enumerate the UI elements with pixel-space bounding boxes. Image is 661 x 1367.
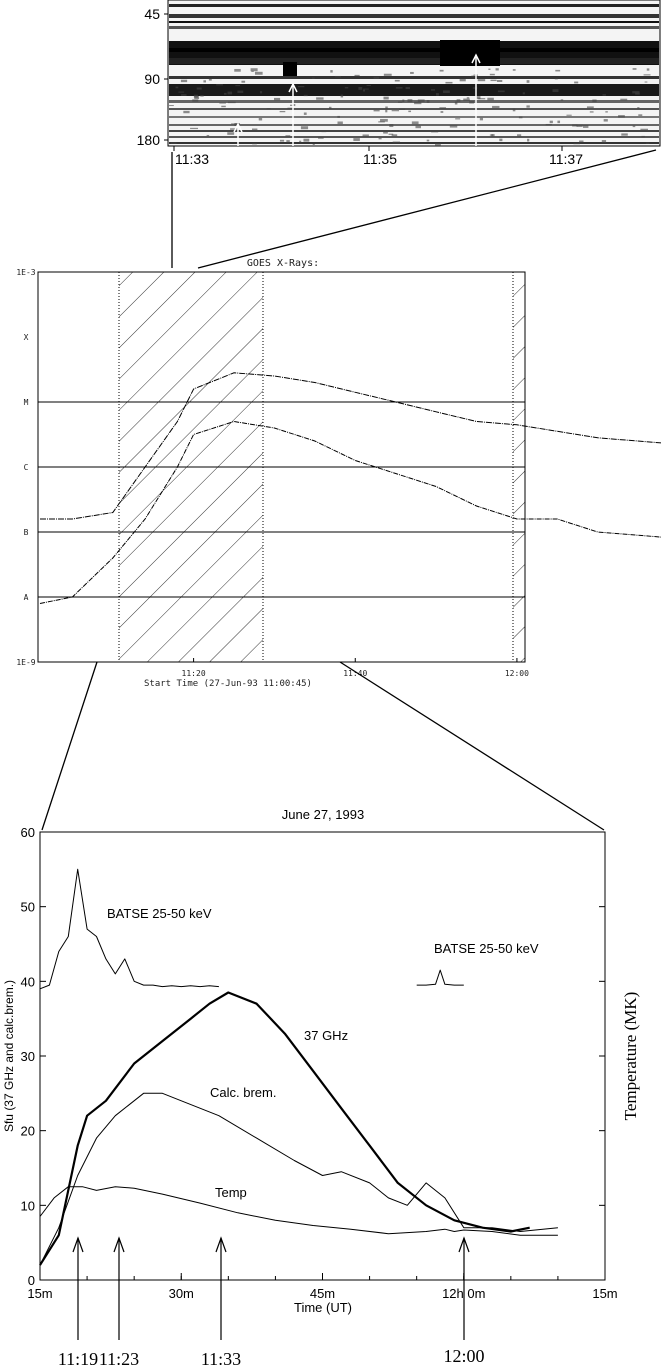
spectrogram-band [169, 116, 659, 118]
spectrogram-speck [221, 106, 226, 107]
spectrogram-speck [313, 144, 315, 145]
spectrogram-speck [395, 80, 400, 82]
spectrogram-speck [523, 92, 525, 94]
goes-ytick-label: A [23, 593, 29, 602]
spectrogram-speck [203, 80, 206, 82]
spectrogram-speck [367, 85, 371, 86]
spectrogram-speck [384, 74, 392, 76]
spectrogram-speck [491, 80, 497, 81]
spectrogram-speck [467, 97, 470, 98]
spectrogram-speck [389, 134, 394, 135]
spec-ytick-45: 45 [144, 6, 160, 22]
spectrogram-speck [605, 111, 608, 112]
spectrogram-speck [460, 79, 466, 81]
time-marker-label: 11:23 [98, 1349, 140, 1367]
spectrogram-speck [487, 98, 494, 101]
bottom-time-markers [58, 1238, 485, 1367]
bottom-ylabel-right: Temperature (MK) [621, 991, 640, 1121]
spectrogram-speck [169, 105, 174, 106]
spectrogram-speck [241, 81, 245, 83]
goes-panel [16, 258, 661, 689]
time-marker-label: 12:00 [443, 1346, 485, 1366]
spectrogram-speck [621, 133, 627, 135]
spectrogram-speck [633, 125, 636, 127]
spectrogram-speck [499, 139, 502, 142]
spectrogram-speck [583, 125, 588, 128]
spectrogram-speck [555, 70, 560, 72]
bottom-panel [2, 807, 640, 1367]
spectrogram-speck [304, 112, 307, 114]
spectrogram-speck [363, 134, 369, 136]
bottom-xlabel: Time (UT) [293, 1300, 353, 1315]
spectrogram-speck [190, 128, 198, 129]
spectrogram-band [169, 76, 659, 79]
bottom-ytick-label: 60 [20, 825, 35, 840]
spectrogram-speck [337, 121, 342, 124]
spectrogram-speck [480, 118, 483, 121]
spec-ytick-90: 90 [144, 71, 160, 87]
spectrogram-speck [488, 69, 490, 70]
spectrogram-band [169, 84, 659, 96]
spectrogram-speck [178, 92, 184, 93]
spectrogram-speck [408, 111, 411, 112]
spectrogram-speck [577, 125, 583, 127]
spectrogram-speck [207, 135, 209, 136]
spectrogram-speck [646, 143, 650, 144]
spectrogram-speck [552, 89, 558, 92]
spec-xtick-1133: 11:33 [175, 151, 209, 167]
bottom-xtick-label: 30m [168, 1286, 194, 1301]
spectrogram-speck [183, 111, 189, 113]
spectrogram-speck [374, 110, 380, 112]
spectrogram-speck [252, 128, 257, 130]
spectrogram-speck [632, 91, 639, 93]
spectrogram-speck [440, 70, 444, 72]
bottom-annotation: Calc. brem. [210, 1085, 277, 1100]
bottom-ytick-label: 0 [27, 1273, 35, 1288]
spectrogram-speck [427, 140, 430, 142]
spectrogram-speck [301, 126, 308, 129]
bottom-x-ticks [27, 1273, 617, 1301]
spectrogram-speck [383, 97, 388, 100]
spectrogram-speck [224, 93, 227, 95]
goes-ytick-label: M [23, 398, 29, 407]
spec-ytick-180: 180 [136, 132, 160, 148]
spectrogram-speck [602, 94, 605, 95]
spectrogram-speck [216, 84, 223, 85]
bottom-annotation: 37 GHz [304, 1028, 349, 1043]
spectrogram-speck [228, 92, 233, 95]
spectrogram-band [169, 108, 659, 110]
time-marker-label: 11:19 [57, 1349, 99, 1367]
spectrogram-speck [252, 143, 257, 144]
goes-title: GOES X-Rays: [246, 258, 320, 269]
zoom-connector-right-1 [198, 150, 656, 268]
spectrogram-speck [436, 93, 439, 96]
spectrogram-speck [638, 114, 642, 116]
spectrogram-speck [385, 110, 387, 113]
spec-xtick-1135: 11:35 [363, 151, 397, 167]
spectrogram-band [169, 136, 659, 138]
goes-ytick-label: 1E-9 [16, 658, 36, 667]
goes-ytick-label: C [23, 463, 29, 472]
spectrogram-speck [399, 109, 405, 110]
bottom-annotation: BATSE 25-50 keV [107, 906, 212, 921]
spectrogram-speck [410, 72, 414, 74]
spectrogram-speck [561, 99, 564, 100]
spectrogram-speck [209, 79, 212, 81]
spectrogram-speck [408, 99, 413, 102]
spectrogram-speck [345, 87, 348, 88]
goes-flare-class-lines [38, 402, 525, 597]
spectrogram-speck [471, 76, 474, 78]
spectrogram-band [169, 21, 659, 23]
bottom-ytick-label: 30 [20, 1049, 35, 1064]
spectrogram-speck [330, 70, 332, 72]
spectrogram-speck [259, 118, 262, 120]
spectrogram-band [169, 26, 659, 29]
bottom-series-line [40, 1093, 558, 1265]
spectrogram-speck [392, 110, 399, 111]
spectrogram-speck [341, 95, 343, 98]
spectrogram-speck [304, 95, 308, 96]
spectrogram-speck [604, 119, 608, 121]
bottom-ytick-label: 10 [20, 1198, 35, 1214]
spectrogram-speck [303, 139, 309, 142]
spectrogram-speck [620, 99, 627, 101]
spectrogram-panel [137, 0, 660, 167]
spectrogram-speck [478, 98, 485, 99]
spectrogram-speck [353, 138, 360, 141]
zoom-connector-left-2 [42, 662, 97, 830]
spectrogram-speck [555, 78, 558, 79]
spectrogram-speck [550, 121, 553, 123]
spectrogram-speck [355, 75, 360, 76]
spectrogram-speck [379, 138, 382, 139]
spectrogram-burst [440, 40, 500, 66]
bottom-ytick-label: 20 [20, 1123, 35, 1139]
spectrogram-band [169, 14, 659, 18]
spectrogram-speck [285, 135, 290, 136]
spectrogram-speck [228, 102, 236, 103]
bottom-xtick-label: 45m [309, 1286, 336, 1301]
spectrogram-band [169, 48, 659, 52]
spectrogram-speck [378, 121, 385, 122]
spectrogram-speck [572, 124, 577, 126]
spectrogram-speck [316, 97, 323, 99]
spectrogram-speck [235, 85, 240, 86]
spectrogram-speck [602, 140, 606, 143]
goes-y-tick-labels [16, 268, 35, 667]
spectrogram-speck [527, 139, 529, 142]
spectrogram-speck [647, 68, 650, 70]
spectrogram-speck [590, 111, 594, 112]
bottom-frame [40, 832, 605, 1280]
spectrogram-speck [431, 89, 435, 90]
spectrogram-speck [445, 82, 452, 84]
zoom-connector-right-2 [340, 662, 604, 830]
goes-ytick-label: B [23, 528, 29, 537]
spectrogram-speck [412, 121, 419, 124]
spectrogram-speck [478, 79, 485, 81]
goes-xtick-label: 11:20 [181, 669, 206, 678]
spectrogram-speck [546, 124, 552, 125]
spectrogram-speck [644, 74, 651, 75]
spectrogram-speck [280, 140, 284, 142]
spectrogram-speck [633, 68, 637, 70]
spectrogram-speck [573, 143, 580, 144]
spectrogram-speck [197, 88, 202, 90]
spectrogram-speck [414, 102, 421, 104]
spectrogram-speck [396, 87, 403, 89]
spectrogram-speck [321, 130, 326, 132]
spectrogram-speck [181, 80, 187, 82]
spectrogram-speck [513, 109, 516, 112]
spectrogram-speck [441, 111, 444, 113]
bottom-xtick-label: 15m [592, 1286, 618, 1301]
spectrogram-speck [335, 76, 341, 77]
spectrogram-speck [286, 140, 289, 142]
spectrogram-speck [374, 77, 379, 79]
spectrogram-speck [427, 100, 430, 103]
spectrogram-speck [526, 105, 529, 107]
spectrogram-speck [618, 115, 625, 117]
bottom-xtick-label: 15m [27, 1286, 53, 1301]
spectrogram-speck [455, 118, 460, 119]
spectrogram-speck [280, 111, 286, 112]
bottom-xtick-label: 12h 0m [442, 1286, 486, 1301]
spectrogram-speck [645, 82, 648, 83]
bottom-series [40, 869, 558, 1265]
spectrogram-speck [641, 136, 644, 137]
spectrogram-band [169, 100, 659, 103]
spectrogram-speck [492, 106, 499, 108]
spectrogram-speck [406, 87, 410, 89]
bottom-series-line [40, 869, 219, 989]
spectrogram-speck [219, 102, 226, 103]
spectrogram-speck [234, 69, 240, 72]
spectrogram-speck [192, 99, 198, 101]
goes-xlabel: Start Time (27-Jun-93 11:00:45) [144, 679, 312, 689]
spectrogram-speck [329, 107, 331, 109]
spectrogram-speck [194, 95, 198, 98]
spectrogram-speck [176, 87, 179, 89]
spectrogram-speck [393, 141, 400, 143]
spectrogram-speck [200, 95, 203, 97]
spectrogram-speck [574, 82, 578, 84]
spectrogram-speck [418, 99, 425, 102]
spectrogram-speck [587, 106, 594, 108]
spectrogram-speck [299, 141, 301, 143]
spectrogram-speck [227, 132, 234, 135]
goes-xtick-label: 11:40 [343, 669, 368, 678]
bottom-series-line [40, 993, 530, 1266]
spectrogram-speck [389, 124, 393, 127]
spectrogram-speck [385, 106, 387, 109]
spectrogram-speck [527, 80, 530, 83]
bottom-ytick-label: 40 [20, 974, 35, 990]
spectrogram-speck [557, 121, 560, 123]
spectrogram-speck [469, 101, 474, 104]
spectrogram-band [169, 58, 659, 64]
bottom-annotation: Temp [215, 1185, 247, 1200]
spectrogram-speck [274, 98, 280, 100]
spectrogram-speck [318, 137, 324, 139]
spectrogram-speck [383, 132, 388, 134]
bottom-ylabel: Sfu (37 GHz and calc.brem.) [2, 979, 16, 1133]
spectrogram-speck [450, 125, 457, 127]
spectrogram-speck [363, 89, 369, 90]
spectrogram-speck [457, 99, 461, 102]
spectrogram-speck [255, 72, 263, 75]
spectrogram-speck [579, 140, 583, 142]
spectrogram-speck [171, 142, 177, 143]
spectrogram-speck [363, 90, 365, 92]
bottom-title: June 27, 1993 [281, 807, 365, 822]
spectrogram-speck [517, 134, 521, 136]
spectrogram-speck [435, 143, 441, 146]
spectrogram-speck [337, 116, 340, 118]
spectrogram-speck [490, 74, 495, 75]
spectrogram-band [169, 142, 659, 144]
spectrogram-speck [398, 102, 402, 103]
spectrogram-speck [181, 94, 186, 96]
spec-xtick-1137: 11:37 [549, 151, 583, 167]
spectrogram-speck [358, 87, 362, 90]
spectrogram-speck [267, 108, 271, 109]
bottom-y-ticks [21, 825, 605, 1288]
spectrogram-speck [402, 100, 404, 103]
time-marker-label: 11:33 [200, 1349, 242, 1367]
spectrogram-speck [251, 68, 258, 71]
spectrogram-speck [439, 107, 446, 109]
spectrogram-speck [463, 99, 470, 101]
goes-ytick-label: X [23, 333, 29, 342]
spectrogram-speck [498, 90, 505, 92]
spectrogram-speck [497, 80, 502, 82]
goes-ytick-label: 1E-3 [16, 268, 36, 277]
spectrogram-burst [283, 62, 297, 76]
goes-xtick-label: 12:00 [504, 669, 529, 678]
bottom-annotations [107, 906, 539, 1200]
spectrogram-speck [431, 131, 438, 132]
spectrogram-speck [637, 107, 639, 109]
spectrogram-speck [519, 117, 523, 119]
spectrogram-speck [237, 91, 243, 93]
spectrogram-speck [496, 68, 499, 70]
spectrogram-speck [290, 105, 292, 106]
bottom-series-line [417, 970, 464, 985]
spectrogram-speck [443, 90, 450, 93]
spectrogram-speck [566, 115, 571, 116]
spectrogram-speck [592, 99, 596, 102]
spectrogram-speck [490, 134, 493, 135]
bottom-ytick-label: 50 [20, 899, 35, 915]
spectrogram-speck [260, 91, 262, 93]
spectrogram-speck [312, 77, 315, 78]
spectrogram-speck [287, 108, 292, 109]
spectrogram-speck [640, 129, 648, 130]
spectrogram-speck [513, 69, 516, 71]
spectrogram-speck [298, 86, 304, 87]
spectrogram-speck [455, 102, 458, 105]
bottom-annotation: BATSE 25-50 keV [434, 941, 539, 956]
spectrogram-speck [415, 126, 420, 129]
spectrogram-band [169, 4, 659, 7]
